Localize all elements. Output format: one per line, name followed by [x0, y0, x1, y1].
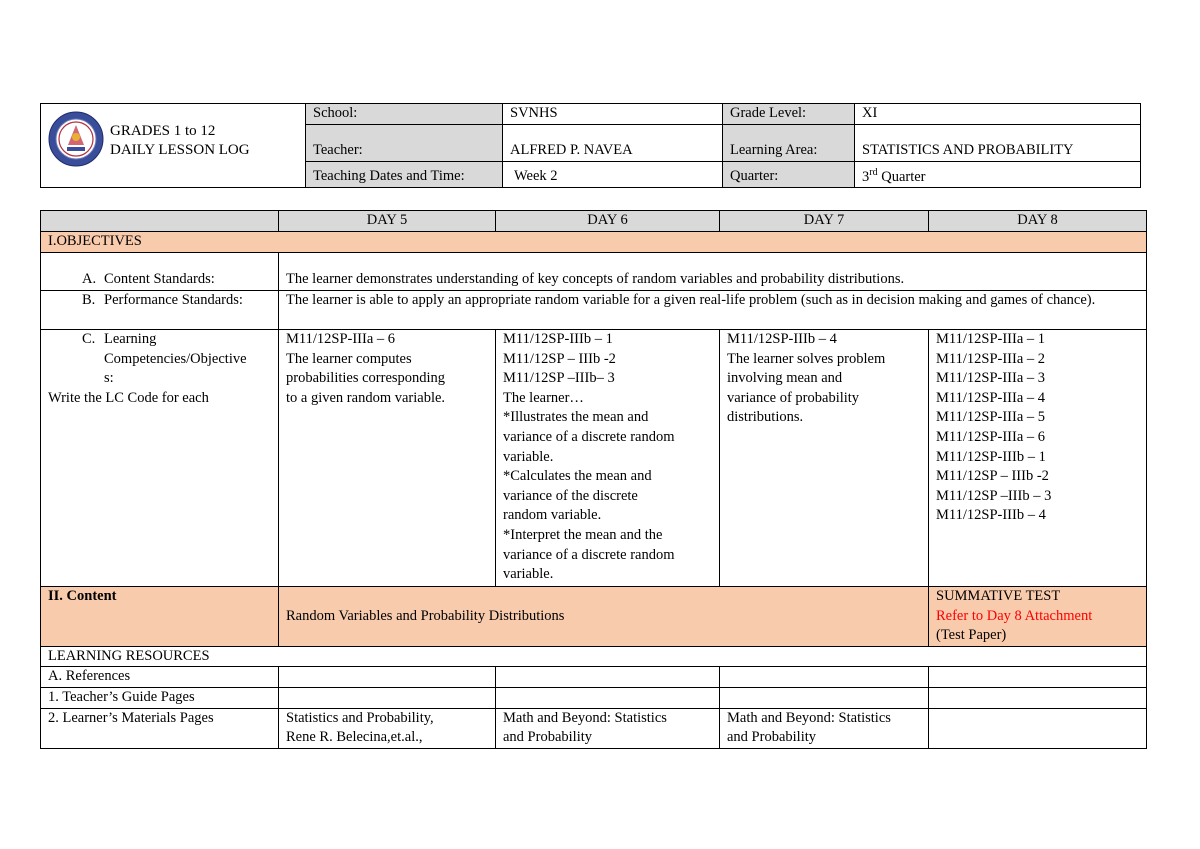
- lm-pages-label: 2. Learner’s Materials Pages: [41, 708, 279, 748]
- tg-pages-label: 1. Teacher’s Guide Pages: [41, 687, 279, 708]
- performance-standards-label: [41, 291, 279, 330]
- quarter-sup: rd: [869, 166, 878, 178]
- empty-cell: [496, 667, 720, 688]
- empty-cell: [279, 667, 496, 688]
- lm-day7: [720, 708, 929, 748]
- quarter-word: Quarter: [881, 168, 926, 185]
- text-line: *Interpret the mean and the: [503, 526, 663, 543]
- competencies-day5: [279, 330, 496, 587]
- empty-cell: [720, 667, 929, 688]
- competencies-day8: [929, 330, 1147, 587]
- grade-value: XI: [855, 104, 1141, 125]
- text-line: M11/12SP-IIIa – 5: [936, 409, 1046, 426]
- text-line: M11/12SP –IIIb – 3: [936, 487, 1052, 504]
- area-value: STATISTICS AND PROBABILITY: [855, 125, 1141, 162]
- day-header: DAY 6: [496, 211, 720, 232]
- text-line: distributions.: [727, 409, 804, 426]
- content-day8: [929, 587, 1147, 647]
- empty-cell: [929, 667, 1147, 688]
- performance-standards-text: The learner is able to apply an appropriate random variable for a given real-life problem (such as in decision making and games of chance).: [279, 291, 1147, 330]
- content-standards-text: The learner demonstrates understanding of key concepts of random variables and probability distributions.: [279, 253, 1147, 291]
- performance-standards-letter: B.: [82, 292, 96, 308]
- text-line: The learner solves problem: [727, 350, 886, 367]
- competencies-label-line: s:: [104, 370, 114, 387]
- references-label: A. References: [41, 667, 279, 688]
- lm-day5: [279, 708, 496, 748]
- text-line: M11/12SP-IIIa – 2: [936, 350, 1046, 367]
- deped-seal-icon: [48, 111, 104, 167]
- objectives-section-label: I.OBJECTIVES: [41, 232, 1147, 253]
- quarter-value: [855, 162, 1141, 188]
- lm-day6: [496, 708, 720, 748]
- competencies-day6: [496, 330, 720, 587]
- text-line: M11/12SP-IIIa – 4: [936, 389, 1046, 406]
- content-label: II. Content: [41, 587, 279, 647]
- empty-cell: [720, 687, 929, 708]
- content-standards-label: [41, 253, 279, 291]
- text-line: M11/12SP-IIIa – 1: [936, 331, 1046, 347]
- lm-pages-row: [41, 708, 1147, 748]
- text-line: to a given random variable.: [286, 389, 446, 406]
- text-line: and Probability: [503, 729, 593, 746]
- text-line: The learner computes: [286, 350, 412, 367]
- competencies-label-line: Learning: [104, 331, 157, 347]
- corner-cell: [41, 211, 279, 232]
- quarter-num: 3: [862, 168, 870, 185]
- header-table: [40, 103, 1141, 188]
- grade-label: Grade Level:: [723, 104, 855, 125]
- day-header-row: [41, 211, 1147, 232]
- dates-value-text: Week 2: [514, 168, 558, 185]
- text-line: variable.: [503, 448, 554, 465]
- school-label: School:: [306, 104, 503, 125]
- content-standards-label-text: Content Standards:: [104, 271, 215, 288]
- test-paper: (Test Paper): [936, 627, 1007, 644]
- empty-cell: [929, 687, 1147, 708]
- competencies-day7: [720, 330, 929, 587]
- header-title-line2: DAILY LESSON LOG: [110, 142, 250, 158]
- text-line: M11/12SP –IIIb– 3: [503, 370, 615, 387]
- text-line: variable.: [503, 566, 554, 583]
- text-line: M11/12SP-IIIa – 6: [936, 428, 1046, 445]
- empty-cell: [279, 687, 496, 708]
- content-text: Random Variables and Probability Distributions: [279, 587, 929, 647]
- text-line: M11/12SP-IIIb – 1: [503, 331, 613, 347]
- competencies-letter: C.: [82, 331, 96, 347]
- text-line: M11/12SP-IIIb – 4: [727, 331, 837, 347]
- text-line: variance of the discrete: [503, 487, 638, 504]
- text-line: Math and Beyond: Statistics: [503, 709, 667, 726]
- text-line: *Calculates the mean and: [503, 468, 652, 485]
- day-header: DAY 8: [929, 211, 1147, 232]
- text-line: M11/12SP-IIIb – 4: [936, 507, 1046, 524]
- area-label: Learning Area:: [723, 125, 855, 162]
- text-line: The learner…: [503, 389, 584, 406]
- teacher-label: Teacher:: [306, 125, 503, 162]
- quarter-label: Quarter:: [723, 162, 855, 188]
- references-row: [41, 667, 1147, 688]
- text-line: M11/12SP-IIIa – 3: [936, 370, 1046, 387]
- text-line: Math and Beyond: Statistics: [727, 709, 891, 726]
- school-value: SVNHS: [503, 104, 723, 125]
- text-line: involving mean and: [727, 370, 843, 387]
- text-line: M11/12SP-IIIa – 6: [286, 331, 396, 347]
- text-line: M11/12SP-IIIb – 1: [936, 448, 1046, 465]
- text-line: M11/12SP – IIIb -2: [936, 468, 1049, 485]
- header-title: [110, 122, 250, 160]
- text-line: variance of probability: [727, 389, 860, 406]
- competencies-label: [41, 330, 279, 587]
- header-logo-cell: [41, 104, 306, 188]
- content-standards-letter: A.: [82, 271, 97, 288]
- day-header: DAY 5: [279, 211, 496, 232]
- summative-test: SUMMATIVE TEST: [936, 588, 1061, 604]
- header-title-line1: GRADES 1 to 12: [110, 123, 216, 139]
- text-line: Statistics and Probability,: [286, 709, 434, 726]
- dates-value: [503, 162, 723, 188]
- text-line: random variable.: [503, 507, 602, 524]
- text-line: variance of a discrete random: [503, 428, 675, 445]
- competencies-label-line: Competencies/Objective: [104, 350, 247, 367]
- dates-label: Teaching Dates and Time:: [306, 162, 503, 188]
- performance-standards-label-text: Performance Standards:: [104, 292, 243, 308]
- empty-cell: [496, 687, 720, 708]
- lesson-table: [40, 210, 1147, 749]
- text-line: M11/12SP – IIIb -2: [503, 350, 616, 367]
- tg-pages-row: [41, 687, 1147, 708]
- teacher-value: ALFRED P. NAVEA: [503, 125, 723, 162]
- text-line: Rene R. Belecina,et.al.,: [286, 729, 423, 746]
- day-header: DAY 7: [720, 211, 929, 232]
- text-line: probabilities corresponding: [286, 370, 446, 387]
- empty-cell: [929, 708, 1147, 748]
- learning-resources-label: LEARNING RESOURCES: [41, 646, 1147, 667]
- attachment-ref: Refer to Day 8 Attachment: [936, 607, 1093, 624]
- text-line: and Probability: [727, 729, 817, 746]
- text-line: *Illustrates the mean and: [503, 409, 649, 426]
- text-line: variance of a discrete random: [503, 546, 675, 563]
- competencies-note: Write the LC Code for each: [48, 389, 209, 406]
